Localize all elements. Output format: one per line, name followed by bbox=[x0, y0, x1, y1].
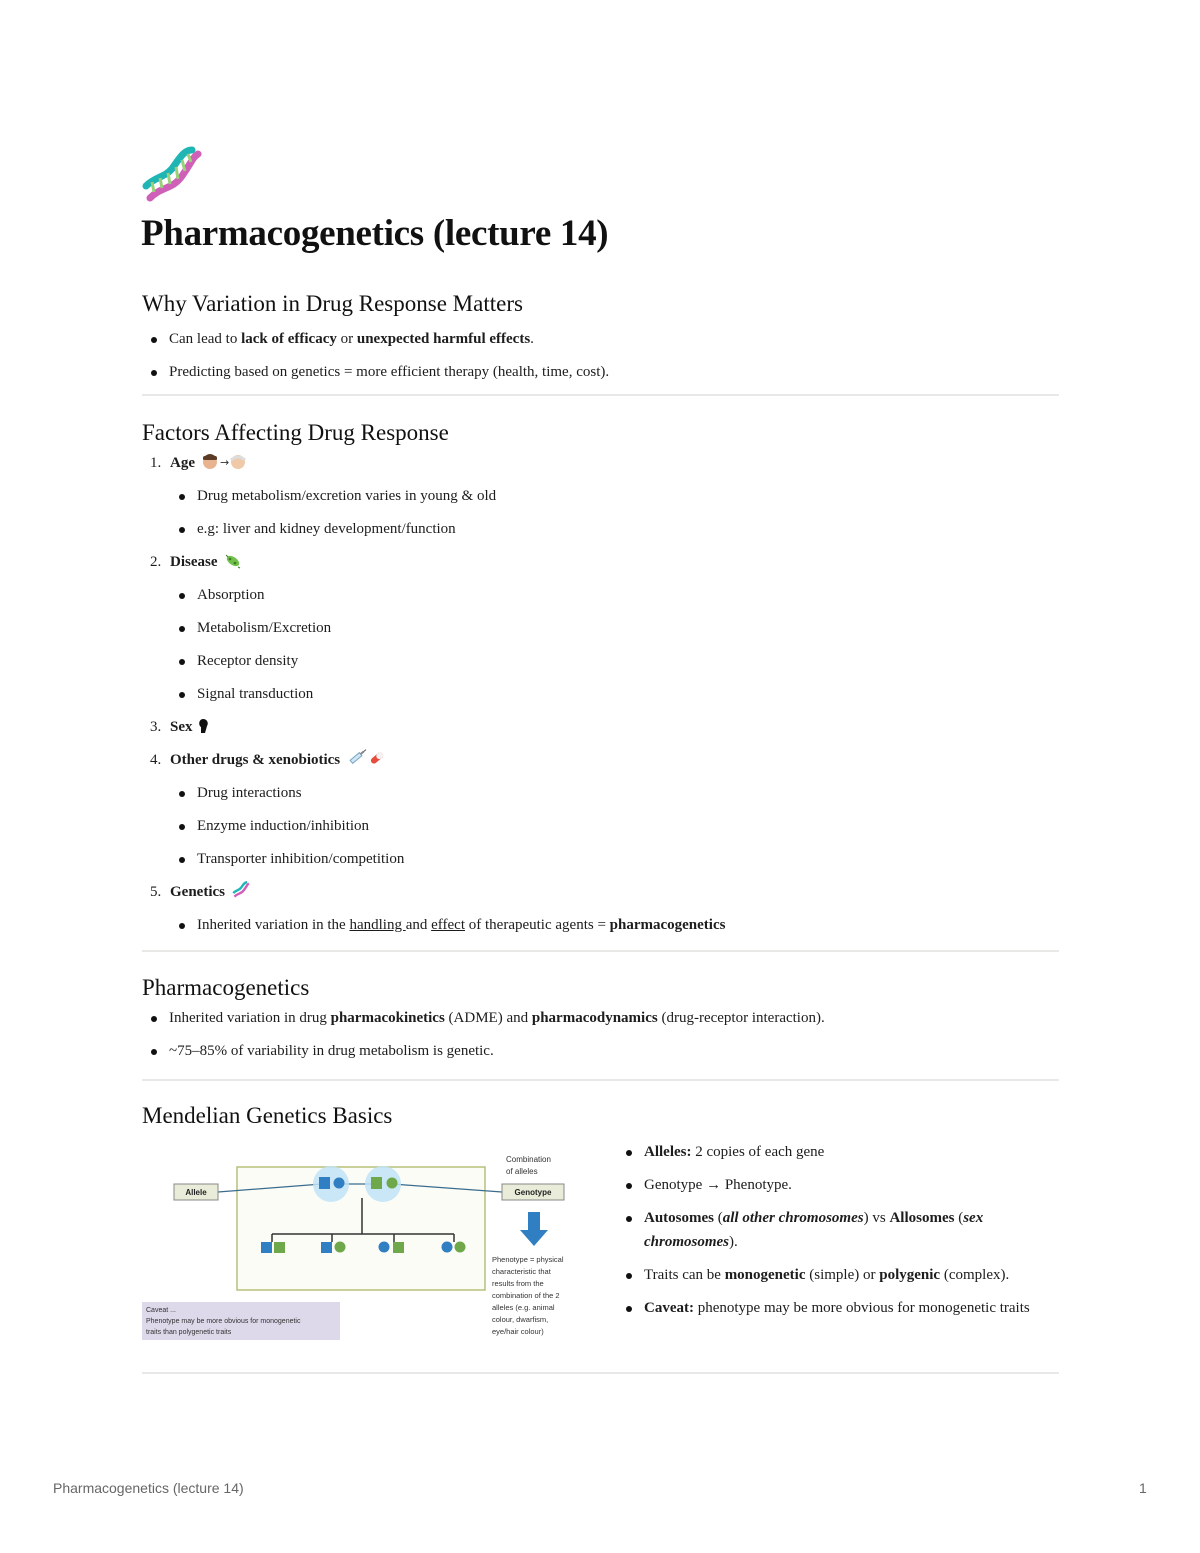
list-item-disease: 2. Disease Absorption Metabolism/Excretion Receptor density Signal transduction bbox=[142, 546, 1059, 711]
section-pharmacogenetics bbox=[142, 975, 1059, 1068]
list-item: ~75–85% of variability in drug metabolism is genetic. bbox=[142, 1035, 1059, 1068]
section-why-variation bbox=[142, 291, 1059, 389]
list-item: Drug metabolism/excretion varies in young & old bbox=[170, 480, 1059, 513]
list-item: Alleles: 2 copies of each gene bbox=[617, 1136, 1047, 1169]
dna-icon bbox=[142, 146, 202, 206]
allele-circle bbox=[334, 1178, 345, 1189]
list-item-age: 1. Age → Drug metabolism/excretion varies in young & old e.g: liver and kidney development/function bbox=[142, 447, 1059, 546]
divider bbox=[142, 1372, 1059, 1374]
figure-frame bbox=[237, 1167, 485, 1290]
list-item: Inherited variation in drug pharmacokinetics (ADME) and pharmacodynamics (drug-receptor interaction). bbox=[142, 1002, 1059, 1035]
gender-icon bbox=[197, 718, 211, 734]
mendelian-genetics-figure bbox=[142, 1150, 588, 1345]
section-heading: Pharmacogenetics bbox=[142, 975, 310, 1000]
list-item: e.g: liver and kidney development/function bbox=[170, 513, 1059, 546]
mendelian-bullets bbox=[617, 1136, 1047, 1325]
allele-label: Allele bbox=[185, 1188, 207, 1197]
divider bbox=[142, 1079, 1059, 1081]
list-item-genetics: 5. Genetics Inherited variation in the handling and effect of therapeutic agents = pharmacogenetics bbox=[142, 876, 1059, 942]
list-item: Predicting based on genetics = more efficient therapy (health, time, cost). bbox=[142, 356, 1059, 389]
phenotype-caption bbox=[492, 1255, 564, 1336]
list-item: Genotype → Phenotype. bbox=[617, 1169, 1047, 1202]
allele-square bbox=[319, 1177, 330, 1189]
svg-text:Phenotype may be more obvious: Phenotype may be more obvious for monogenetic bbox=[146, 1318, 301, 1325]
page-number: 1 bbox=[1139, 1480, 1147, 1496]
list-item: Absorption bbox=[170, 579, 1059, 612]
section-heading: Factors Affecting Drug Response bbox=[142, 420, 449, 445]
list-item: Enzyme induction/inhibition bbox=[170, 810, 1059, 843]
list-item: Can lead to lack of efficacy or unexpected harmful effects. bbox=[142, 323, 1059, 356]
syringe-pill-icon bbox=[347, 749, 387, 767]
section-mendelian bbox=[142, 1103, 1059, 1129]
svg-text:Caveat ...: Caveat ... bbox=[146, 1307, 176, 1314]
section-heading: Why Variation in Drug Response Matters bbox=[142, 291, 523, 316]
section-heading: Mendelian Genetics Basics bbox=[142, 1103, 393, 1128]
list-item: Drug interactions bbox=[170, 777, 1059, 810]
divider bbox=[142, 950, 1059, 952]
svg-text:traits than polygenetic traits: traits than polygenetic traits bbox=[146, 1329, 232, 1336]
list-item: Inherited variation in the handling and effect of therapeutic agents = pharmacogenetics bbox=[170, 909, 1059, 942]
list-item-sex: 3. Sex bbox=[142, 711, 1059, 744]
list-item: Receptor density bbox=[170, 645, 1059, 678]
list-item: Transporter inhibition/competition bbox=[170, 843, 1059, 876]
list-item: Traits can be monogenetic (simple) or polygenic (complex). bbox=[617, 1259, 1047, 1292]
svg-text:results from the: results from the bbox=[492, 1279, 544, 1288]
footer-title: Pharmacogenetics (lecture 14) bbox=[53, 1480, 244, 1496]
svg-text:eye/hair colour): eye/hair colour) bbox=[492, 1327, 544, 1336]
list-item-other-drugs: 4. Other drugs & xenobiotics Drug interactions Enzyme induction/inhibition Transporter inhibition/competition bbox=[142, 744, 1059, 876]
dna-icon bbox=[232, 881, 250, 899]
combination-label: Combination bbox=[506, 1155, 551, 1164]
svg-text:combination of the 2: combination of the 2 bbox=[492, 1291, 560, 1300]
list-item: Metabolism/Excretion bbox=[170, 612, 1059, 645]
svg-text:colour, dwarfism,: colour, dwarfism, bbox=[492, 1315, 549, 1324]
combination-label: of alleles bbox=[506, 1167, 538, 1176]
svg-text:→: → bbox=[219, 456, 229, 469]
list-item: Caveat: phenotype may be more obvious for monogenetic traits bbox=[617, 1292, 1047, 1325]
svg-text:alleles (e.g. animal: alleles (e.g. animal bbox=[492, 1303, 555, 1312]
genotype-label: Genotype bbox=[514, 1188, 552, 1197]
divider bbox=[142, 394, 1059, 396]
microbe-icon bbox=[224, 553, 242, 569]
page-title: Pharmacogenetics (lecture 14) bbox=[141, 213, 609, 254]
list-item: Autosomes (all other chromosomes) vs Allosomes (sex chromosomes). bbox=[617, 1202, 1047, 1259]
svg-text:characteristic that: characteristic that bbox=[492, 1267, 551, 1276]
allele-circle bbox=[387, 1178, 398, 1189]
boy-to-old-man-icon bbox=[202, 454, 246, 470]
section-factors bbox=[142, 420, 1059, 942]
allele-square bbox=[371, 1177, 382, 1189]
list-item: Signal transduction bbox=[170, 678, 1059, 711]
arrow-down-icon bbox=[520, 1212, 548, 1246]
svg-text:Phenotype = physical: Phenotype = physical bbox=[492, 1255, 564, 1264]
